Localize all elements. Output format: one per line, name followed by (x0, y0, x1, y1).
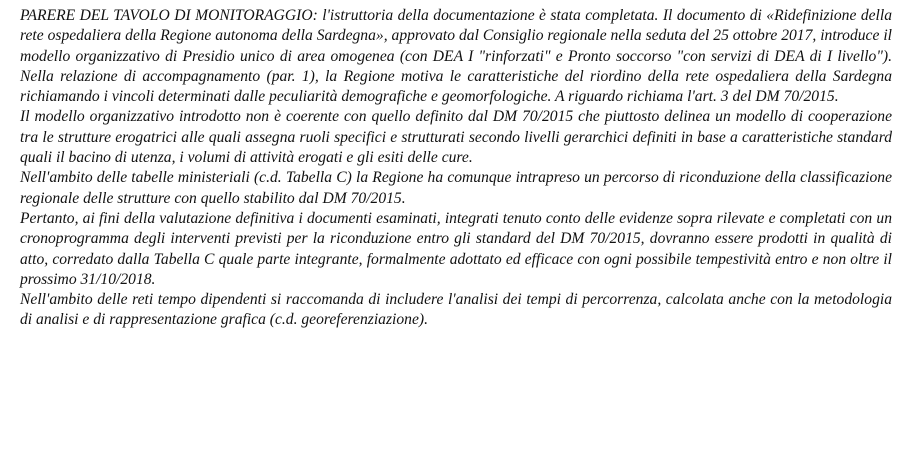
paragraph-modello: Il modello organizzativo introdotto non è coerente con quello definito dal DM 70/2015 che piuttosto delinea un modello di cooperazione tra le strutture erogatrici alle quali assegna ruoli specifici e strutturati secondo livelli gerarchici definiti in base a caratteristiche standard quali il bacino di utenza, i volumi di attività erogati e gli esiti delle cure. (20, 108, 892, 167)
paragraph-parere: PARERE DEL TAVOLO DI MONITORAGGIO: l'istruttoria della documentazione è stata completata. Il documento di «Ridefinizione della rete ospedaliera della Regione autonoma della Sardegna», approvato dal Consiglio regionale nella seduta del 25 ottobre 2017, introduce il modello organizzativo di Presidio unico di area omogenea (con DEA I "rinforzati" e Pronto soccorso "con servizi di DEA di I livello"). Nella relazione di accompagnamento (par. 1), la Regione motiva le caratteristiche del riordino della rete ospedaliera della Sardegna richiamando i vincoli determinati dalle peculiarità demografiche e geomorfologiche. A riguardo richiama l'art. 3 del DM 70/2015. (20, 7, 892, 106)
paragraph-pertanto: Pertanto, ai fini della valutazione definitiva i documenti esaminati, integrati tenuto conto delle evidenze sopra rilevate e completati con un cronoprogramma degli interventi previsti per la riconduzione entro gli standard del DM 70/2015, dovranno essere prodotti in qualità di atto, corredato dalla Tabella C quale parte integrante, formalmente adottato ed efficace con ogni possibile tempestività entro e non oltre il prossimo 31/10/2018. (20, 209, 892, 288)
document-page (20, 6, 892, 331)
paragraph-tabelle: Nell'ambito delle tabelle ministeriali (c.d. Tabella C) la Regione ha comunque intrapreso un percorso di riconduzione della classificazione regionale delle strutture con quello stabilito dal DM 70/2015. (20, 169, 892, 207)
paragraph-reti: Nell'ambito delle reti tempo dipendenti si raccomanda di includere l'analisi dei tempi di percorrenza, calcolata anche con la metodologia di analisi e di rappresentazione grafica (c.d. georeferenziazione). (20, 291, 892, 329)
